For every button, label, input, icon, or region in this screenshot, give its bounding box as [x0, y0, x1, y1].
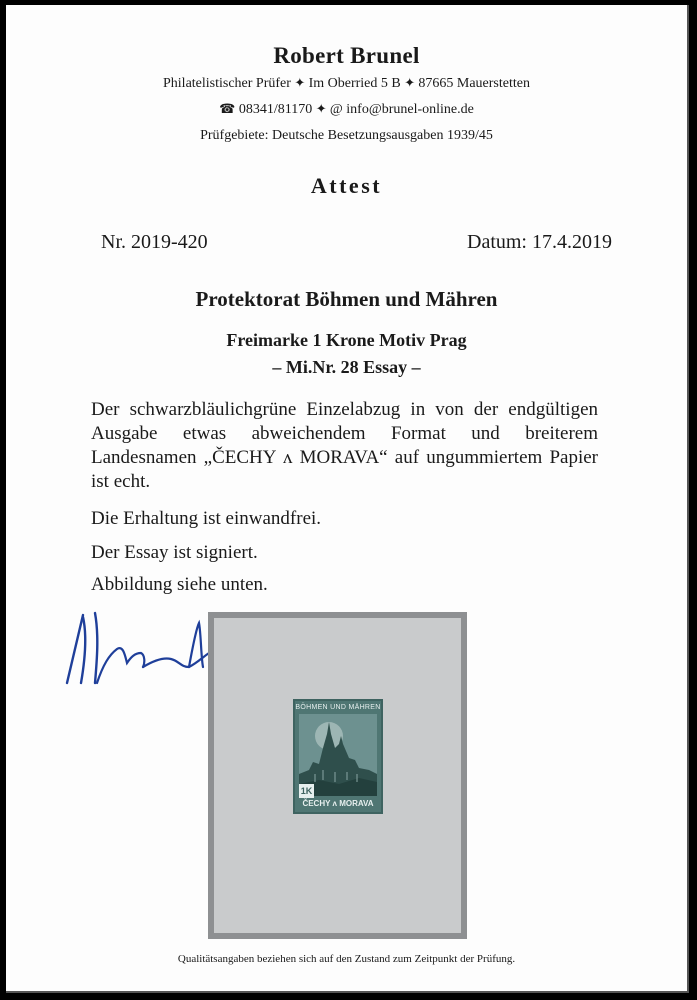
stamp-essay	[293, 699, 383, 814]
illustration-note: Abbildung siehe unten.	[91, 574, 268, 595]
handwritten-signature	[61, 605, 221, 685]
catalog-number: – Mi.Nr. 28 Essay –	[272, 357, 421, 377]
examiner-address-line	[6, 75, 687, 92]
phone-icon: ☎	[219, 101, 236, 116]
street-address: Im Oberried 5 B	[308, 76, 401, 91]
stamp-top-text: BÖHMEN UND MÄHREN	[295, 704, 381, 711]
condition-statement: Die Erhaltung ist einwandfrei.	[91, 508, 322, 529]
cross-separator-icon: ✦	[315, 101, 330, 116]
certificate-date: Datum: 17.4.2019	[467, 231, 612, 253]
stamp-region-heading: Protektorat Böhmen und Mähren	[195, 287, 498, 311]
email-address: info@brunel-online.de	[346, 102, 474, 117]
cross-separator-icon: ✦	[294, 75, 309, 90]
certificate-page	[6, 5, 689, 993]
stamp-description: Freimarke 1 Krone Motiv Prag	[226, 330, 467, 350]
footer-note: Qualitätsangaben beziehen sich auf den Zustand zum Zeitpunkt der Prüfung.	[177, 953, 516, 965]
city-address: 87665 Mauerstetten	[418, 76, 530, 91]
stamp-bottom-text: ČECHY ʌ MORAVA	[302, 799, 374, 808]
examiner-title: Philatelistischer Prüfer	[163, 76, 291, 91]
examiner-name: Robert Brunel	[273, 43, 420, 68]
examiner-contact-line	[6, 101, 687, 118]
stamp-value: 1K	[300, 786, 313, 796]
essay-card-image	[208, 612, 467, 939]
signed-statement: Der Essay ist signiert.	[91, 542, 258, 563]
certificate-number: Nr. 2019-420	[101, 231, 208, 253]
cross-separator-icon: ✦	[404, 75, 419, 90]
examination-areas: Prüfgebiete: Deutsche Besetzungsausgaben 1939/45	[200, 128, 493, 143]
phone-number: 08341/81170	[238, 102, 313, 117]
certificate-statement: Der schwarzbläulichgrüne Einzelabzug in von der endgültigen Ausgabe etwas abweichendem Format und breiterem Landesnamen „ČECHY ʌ MORAVA“ auf ungummiertem Papier ist echt.	[91, 399, 598, 492]
document-title: Attest	[310, 173, 383, 198]
at-icon: @	[329, 102, 343, 117]
